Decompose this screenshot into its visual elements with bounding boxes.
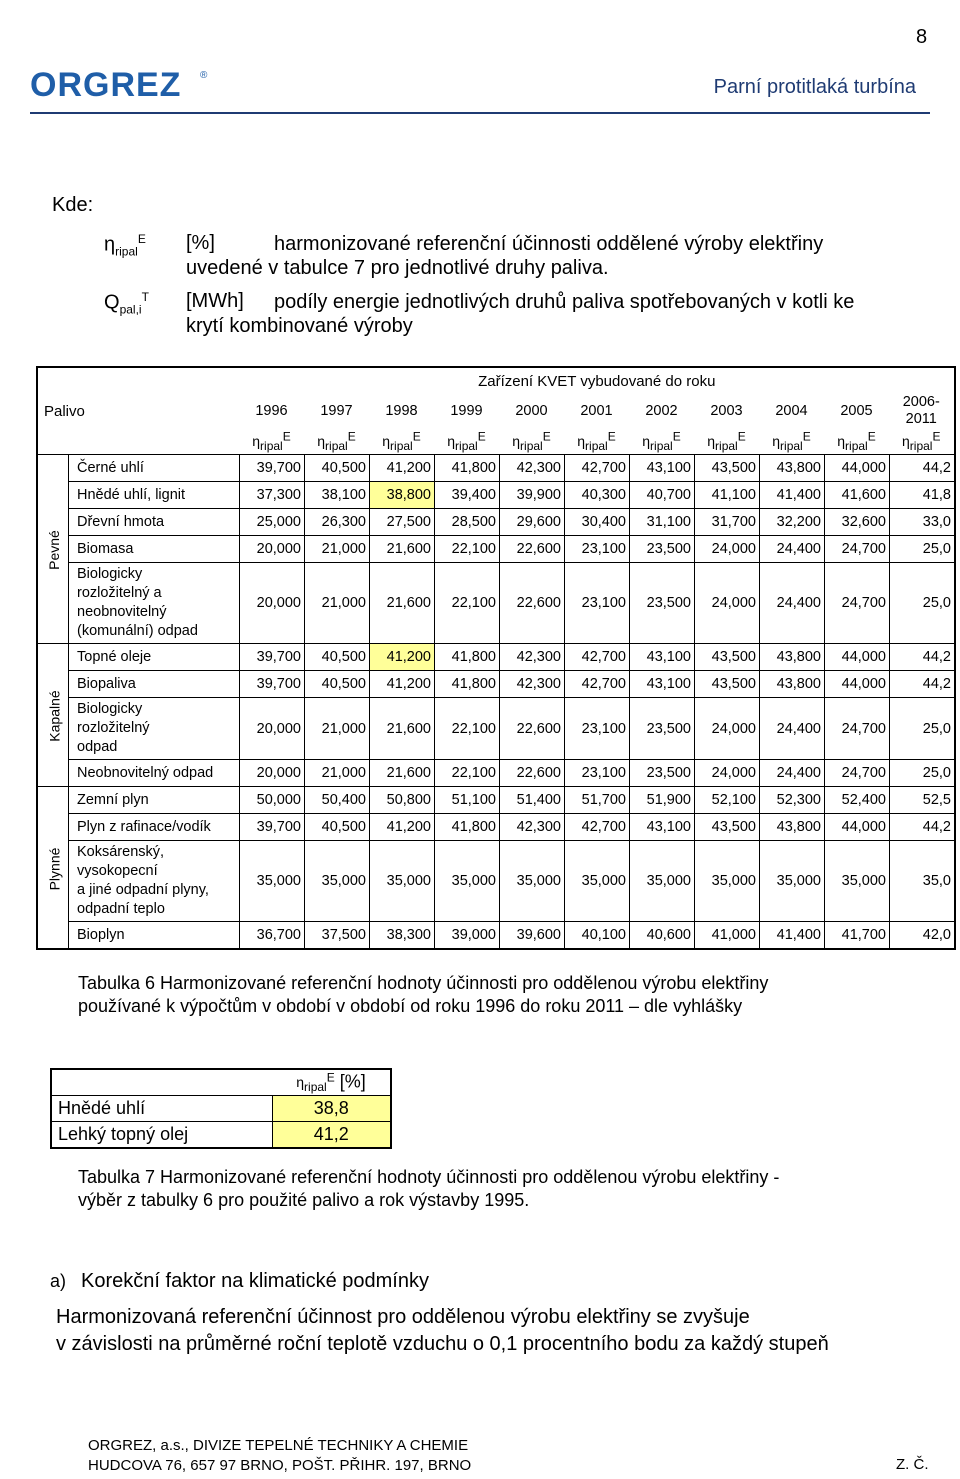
efficiency-value: 24,000 [695, 760, 760, 787]
efficiency-value: 41,200 [370, 644, 435, 671]
section-a-paragraph [56, 1304, 829, 1358]
efficiency-value: 23,500 [630, 536, 695, 563]
efficiency-value: 39,700 [240, 644, 305, 671]
efficiency-value: 50,400 [305, 787, 370, 814]
efficiency-value: 41,700 [825, 922, 890, 950]
efficiency-value: 43,500 [695, 455, 760, 482]
efficiency-value: 41,400 [760, 922, 825, 950]
table-row [37, 536, 955, 563]
efficiency-value: 22,100 [435, 698, 500, 760]
q-definition-line2: krytí kombinované výroby [186, 315, 413, 337]
efficiency-value: 32,200 [760, 509, 825, 536]
efficiency-value: 31,700 [695, 509, 760, 536]
fuel-group-text: Pevné [45, 529, 62, 570]
efficiency-value: 41,200 [370, 455, 435, 482]
efficiency-value: 35,000 [305, 841, 370, 922]
efficiency-value: 24,700 [825, 536, 890, 563]
section-a-title: Korekční faktor na klimatické podmínky [81, 1270, 429, 1292]
efficiency-value: 22,100 [435, 563, 500, 644]
section-a-marker: a) [50, 1271, 67, 1291]
efficiency-value: 43,500 [695, 814, 760, 841]
efficiency-value: 39,600 [500, 922, 565, 950]
efficiency-value: 37,300 [240, 482, 305, 509]
efficiency-value: 38,300 [370, 922, 435, 950]
efficiency-value: 51,900 [630, 787, 695, 814]
efficiency-value: 41,200 [370, 671, 435, 698]
table7-caption-line1: Tabulka 7 Harmonizované referenční hodnoty účinnosti pro oddělenou výrobu elektřiny - [78, 1167, 780, 1187]
efficiency-value: 42,0 [890, 922, 956, 950]
efficiency-value: 41,800 [435, 671, 500, 698]
efficiency-value: 44,000 [825, 814, 890, 841]
efficiency-value: 20,000 [240, 563, 305, 644]
table6-palivo-label: Palivo [44, 402, 85, 420]
efficiency-value: 25,0 [890, 536, 956, 563]
eta-symbol: $\eta_{ripal}^E$ [104, 232, 146, 259]
efficiency-value: 38,100 [305, 482, 370, 509]
eta-column-header: $\eta_{ripal}^E$ [512, 429, 551, 453]
fuel-label-line: Biologicky [77, 566, 143, 582]
efficiency-value: 52,400 [825, 787, 890, 814]
logo-mark: ® [200, 70, 208, 81]
efficiency-value: 43,500 [695, 671, 760, 698]
efficiency-value: 50,000 [240, 787, 305, 814]
efficiency-value: 52,5 [890, 787, 956, 814]
fuel-label: Zemní plyn [69, 787, 240, 814]
efficiency-value: 30,400 [565, 509, 630, 536]
efficiency-value: 35,000 [565, 841, 630, 922]
efficiency-value: 21,000 [305, 760, 370, 787]
efficiency-value: 20,000 [240, 760, 305, 787]
efficiency-value: 29,600 [500, 509, 565, 536]
efficiency-value: 39,900 [500, 482, 565, 509]
efficiency-value: 21,000 [305, 563, 370, 644]
eta-column-header: $\eta_{ripal}^E$ [772, 429, 811, 453]
table-row [37, 698, 955, 760]
efficiency-value: 21,000 [305, 536, 370, 563]
table-row [37, 509, 955, 536]
table6-efficiency [36, 366, 956, 950]
efficiency-value: 41,600 [825, 482, 890, 509]
efficiency-value: 41,000 [695, 922, 760, 950]
footer-zc: Z. Č. [896, 1456, 929, 1473]
efficiency-value: 44,2 [890, 455, 956, 482]
efficiency-value: 42,700 [565, 455, 630, 482]
efficiency-value: 21,600 [370, 698, 435, 760]
table7-row-value: 38,8 [272, 1096, 391, 1122]
fuel-label-line: rozložitelný [77, 720, 150, 736]
efficiency-value: 40,500 [305, 644, 370, 671]
efficiency-value: 21,600 [370, 563, 435, 644]
efficiency-value: 35,000 [500, 841, 565, 922]
efficiency-value: 51,100 [435, 787, 500, 814]
efficiency-value: 31,100 [630, 509, 695, 536]
efficiency-value: 23,500 [630, 698, 695, 760]
efficiency-value: 41,800 [435, 814, 500, 841]
efficiency-value: 35,0 [890, 841, 956, 922]
table7-row-label: Hnědé uhlí [58, 1098, 146, 1118]
footer-line: HUDCOVA 76, 657 97 BRNO, POŠT. PŘIHR. 197, BRNO [88, 1457, 472, 1474]
table6-caption-line1: Tabulka 6 Harmonizované referenční hodnoty účinnosti pro oddělenou výrobu elektřiny [78, 973, 769, 993]
fuel-label-line: (komunální) odpad [77, 623, 198, 639]
paragraph-line: v závislosti na průměrné roční teplotě vzduchu o 0,1 procentního bodu za každý stupeň [56, 1333, 829, 1355]
efficiency-value: 35,000 [435, 841, 500, 922]
efficiency-value: 24,400 [760, 760, 825, 787]
year-header: 2005 [840, 403, 873, 419]
efficiency-value: 39,700 [240, 455, 305, 482]
efficiency-value: 21,000 [305, 698, 370, 760]
fuel-group-text: Plynné [45, 847, 62, 890]
table-row [37, 760, 955, 787]
efficiency-value: 23,500 [630, 563, 695, 644]
fuel-label-line: rozložitelný a [77, 585, 162, 601]
footer-line: ORGREZ, a.s., DIVIZE TEPELNÉ TECHNIKY A CHEMIE [88, 1437, 469, 1454]
fuel-label-line: Biologicky [77, 701, 143, 717]
fuel-label-line: neobnovitelný [77, 604, 167, 620]
efficiency-value: 22,600 [500, 563, 565, 644]
efficiency-value: 43,100 [630, 644, 695, 671]
efficiency-value: 33,0 [890, 509, 956, 536]
kde-label: Kde: [52, 194, 94, 216]
fuel-label: Biomasa [69, 536, 240, 563]
eta-column-header: $\eta_{ripal}^E$ [837, 429, 876, 453]
efficiency-value: 39,000 [435, 922, 500, 950]
efficiency-value: 21,600 [370, 536, 435, 563]
efficiency-value: 40,500 [305, 671, 370, 698]
efficiency-value: 42,700 [565, 644, 630, 671]
fuel-label: Topné oleje [69, 644, 240, 671]
efficiency-value: 24,400 [760, 536, 825, 563]
efficiency-value: 42,700 [565, 814, 630, 841]
efficiency-value: 42,300 [500, 455, 565, 482]
fuel-label-line: a jiné odpadní plyny, [77, 882, 209, 898]
year-header: 2001 [580, 403, 613, 419]
efficiency-value: 44,2 [890, 644, 956, 671]
efficiency-value: 52,300 [760, 787, 825, 814]
fuel-label-line: odpad [77, 739, 118, 755]
fuel-group-label [37, 787, 69, 950]
q-unit: [MWh] [186, 290, 244, 312]
table-row [37, 787, 955, 814]
efficiency-value: 25,0 [890, 563, 956, 644]
efficiency-value: 43,500 [695, 644, 760, 671]
efficiency-value: 41,200 [370, 814, 435, 841]
efficiency-value: 21,600 [370, 760, 435, 787]
efficiency-value: 28,500 [435, 509, 500, 536]
efficiency-value: 44,000 [825, 671, 890, 698]
efficiency-value: 35,000 [630, 841, 695, 922]
efficiency-value: 24,000 [695, 536, 760, 563]
logo-text: ORGREZ [30, 66, 182, 102]
fuel-label: Plyn z rafinace/vodík [69, 814, 240, 841]
efficiency-value: 41,800 [435, 644, 500, 671]
fuel-group-text: Kapalné [46, 689, 63, 742]
efficiency-value: 39,700 [240, 814, 305, 841]
q-symbol: $Q_{pal,i}^T$ [104, 290, 149, 317]
efficiency-value: 44,2 [890, 671, 956, 698]
efficiency-value: 24,700 [825, 760, 890, 787]
efficiency-value: 35,000 [240, 841, 305, 922]
efficiency-value: 35,000 [695, 841, 760, 922]
fuel-group-label [37, 644, 69, 787]
efficiency-value: 42,300 [500, 671, 565, 698]
efficiency-value: 43,800 [760, 671, 825, 698]
efficiency-value: 24,000 [695, 563, 760, 644]
fuel-label [69, 563, 240, 644]
eta-definition-line1: harmonizované referenční účinnosti oddělené výroby elektřiny [274, 233, 824, 255]
fuel-label-line: odpadní teplo [77, 901, 165, 917]
efficiency-value: 41,800 [435, 455, 500, 482]
efficiency-value: 20,000 [240, 536, 305, 563]
fuel-label: Bioplyn [69, 922, 240, 950]
q-definition-line1: podíly energie jednotlivých druhů paliva spotřebovaných v kotli ke [274, 291, 855, 313]
efficiency-value: 24,000 [695, 698, 760, 760]
efficiency-value: 50,800 [370, 787, 435, 814]
efficiency-value: 26,300 [305, 509, 370, 536]
efficiency-value: 40,600 [630, 922, 695, 950]
efficiency-value: 24,400 [760, 698, 825, 760]
efficiency-value: 20,000 [240, 698, 305, 760]
year-header: 2002 [645, 403, 678, 419]
efficiency-value: 25,0 [890, 760, 956, 787]
efficiency-value: 44,000 [825, 644, 890, 671]
year-header: 2000 [515, 403, 548, 419]
year-header: 1997 [320, 403, 353, 419]
table7-caption-line2: výběr z tabulky 6 pro použité palivo a rok výstavby 1995. [78, 1190, 530, 1210]
efficiency-value: 35,000 [825, 841, 890, 922]
table-row [37, 482, 955, 509]
efficiency-value: 51,400 [500, 787, 565, 814]
efficiency-value: 51,700 [565, 787, 630, 814]
efficiency-value: 22,100 [435, 760, 500, 787]
efficiency-value: 35,000 [760, 841, 825, 922]
efficiency-value: 22,100 [435, 536, 500, 563]
efficiency-value: 42,700 [565, 671, 630, 698]
efficiency-value: 43,800 [760, 814, 825, 841]
eta-column-header: $\eta_{ripal}^E$ [382, 429, 421, 453]
efficiency-value: 43,100 [630, 671, 695, 698]
efficiency-value: 43,100 [630, 455, 695, 482]
eta-column-header: $\eta_{ripal}^E$ [447, 429, 486, 453]
table7-header: $\eta_{ripal}^E$ [%] [272, 1069, 391, 1096]
eta-column-header: $\eta_{ripal}^E$ [317, 429, 356, 453]
table-row [37, 841, 955, 922]
efficiency-value: 40,100 [565, 922, 630, 950]
efficiency-value: 36,700 [240, 922, 305, 950]
efficiency-value: 40,700 [630, 482, 695, 509]
section-a-heading [50, 1270, 429, 1293]
efficiency-value: 23,100 [565, 536, 630, 563]
table-row [37, 563, 955, 644]
fuel-label: Dřevní hmota [69, 509, 240, 536]
table-row [37, 922, 955, 950]
fuel-label: Černé uhlí [69, 455, 240, 482]
efficiency-value: 39,400 [435, 482, 500, 509]
efficiency-value: 41,100 [695, 482, 760, 509]
efficiency-value: 44,2 [890, 814, 956, 841]
page-number: 8 [916, 26, 928, 48]
table7-row-value: 41,2 [272, 1122, 391, 1149]
year-header: 1999 [450, 403, 483, 419]
year-header: 2006-2011 [902, 394, 940, 427]
table-row [37, 644, 955, 671]
efficiency-value: 41,8 [890, 482, 956, 509]
efficiency-value: 32,600 [825, 509, 890, 536]
paragraph-line: Harmonizovaná referenční účinnost pro oddělenou výrobu elektřiny se zvyšuje [56, 1306, 750, 1328]
orgrez-logo [30, 66, 210, 102]
efficiency-value: 43,100 [630, 814, 695, 841]
efficiency-value: 42,300 [500, 644, 565, 671]
eta-column-header: $\eta_{ripal}^E$ [577, 429, 616, 453]
header-title: Parní protitlaká turbína [713, 76, 916, 98]
efficiency-value: 24,700 [825, 698, 890, 760]
fuel-label-line: Koksárenský, [77, 844, 165, 860]
fuel-label: Hnědé uhlí, lignit [69, 482, 240, 509]
efficiency-value: 43,800 [760, 455, 825, 482]
table7-row-label: Lehký topný olej [58, 1124, 189, 1144]
eta-column-header: $\eta_{ripal}^E$ [252, 429, 291, 453]
year-header: 2004 [775, 403, 808, 419]
fuel-label: Biopaliva [69, 671, 240, 698]
fuel-label-line: vysokopecní [77, 863, 158, 879]
efficiency-value: 52,100 [695, 787, 760, 814]
efficiency-value: 40,500 [305, 814, 370, 841]
fuel-label [69, 698, 240, 760]
footer-address [88, 1436, 471, 1476]
efficiency-value: 43,800 [760, 644, 825, 671]
efficiency-value: 25,0 [890, 698, 956, 760]
year-header: 2003 [710, 403, 743, 419]
efficiency-value: 41,400 [760, 482, 825, 509]
efficiency-value: 40,500 [305, 455, 370, 482]
efficiency-value: 42,300 [500, 814, 565, 841]
year-header: 1998 [385, 403, 418, 419]
eta-column-header: $\eta_{ripal}^E$ [707, 429, 746, 453]
table-row [37, 455, 955, 482]
efficiency-value: 25,000 [240, 509, 305, 536]
efficiency-value: 23,100 [565, 563, 630, 644]
eta-column-header: $\eta_{ripal}^E$ [902, 429, 941, 453]
efficiency-value: 37,500 [305, 922, 370, 950]
eta-column-header: $\eta_{ripal}^E$ [642, 429, 681, 453]
efficiency-value: 23,100 [565, 760, 630, 787]
efficiency-value: 40,300 [565, 482, 630, 509]
efficiency-value: 38,800 [370, 482, 435, 509]
eta-unit: [%] [186, 232, 215, 254]
fuel-label: Neobnovitelný odpad [69, 760, 240, 787]
table7-selection [50, 1068, 392, 1149]
header-rule [30, 112, 930, 114]
efficiency-value: 24,700 [825, 563, 890, 644]
eta-definition-line2: uvedené v tabulce 7 pro jednotlivé druhy paliva. [186, 257, 609, 279]
table-row [37, 814, 955, 841]
efficiency-value: 22,600 [500, 698, 565, 760]
table-row [37, 671, 955, 698]
efficiency-value: 24,400 [760, 563, 825, 644]
efficiency-value: 22,600 [500, 760, 565, 787]
efficiency-value: 23,500 [630, 760, 695, 787]
table6-caption-line2: používané k výpočtům v období v období od roku 1996 do roku 2011 – dle vyhlášky [78, 996, 743, 1016]
efficiency-value: 39,700 [240, 671, 305, 698]
efficiency-value: 35,000 [370, 841, 435, 922]
efficiency-value: 27,500 [370, 509, 435, 536]
efficiency-value: 22,600 [500, 536, 565, 563]
fuel-group-label [37, 455, 69, 644]
year-header: 1996 [255, 403, 288, 419]
efficiency-value: 23,100 [565, 698, 630, 760]
fuel-label [69, 841, 240, 922]
table6-group-header: Zařízení KVET vybudované do roku [478, 372, 716, 390]
efficiency-value: 44,000 [825, 455, 890, 482]
